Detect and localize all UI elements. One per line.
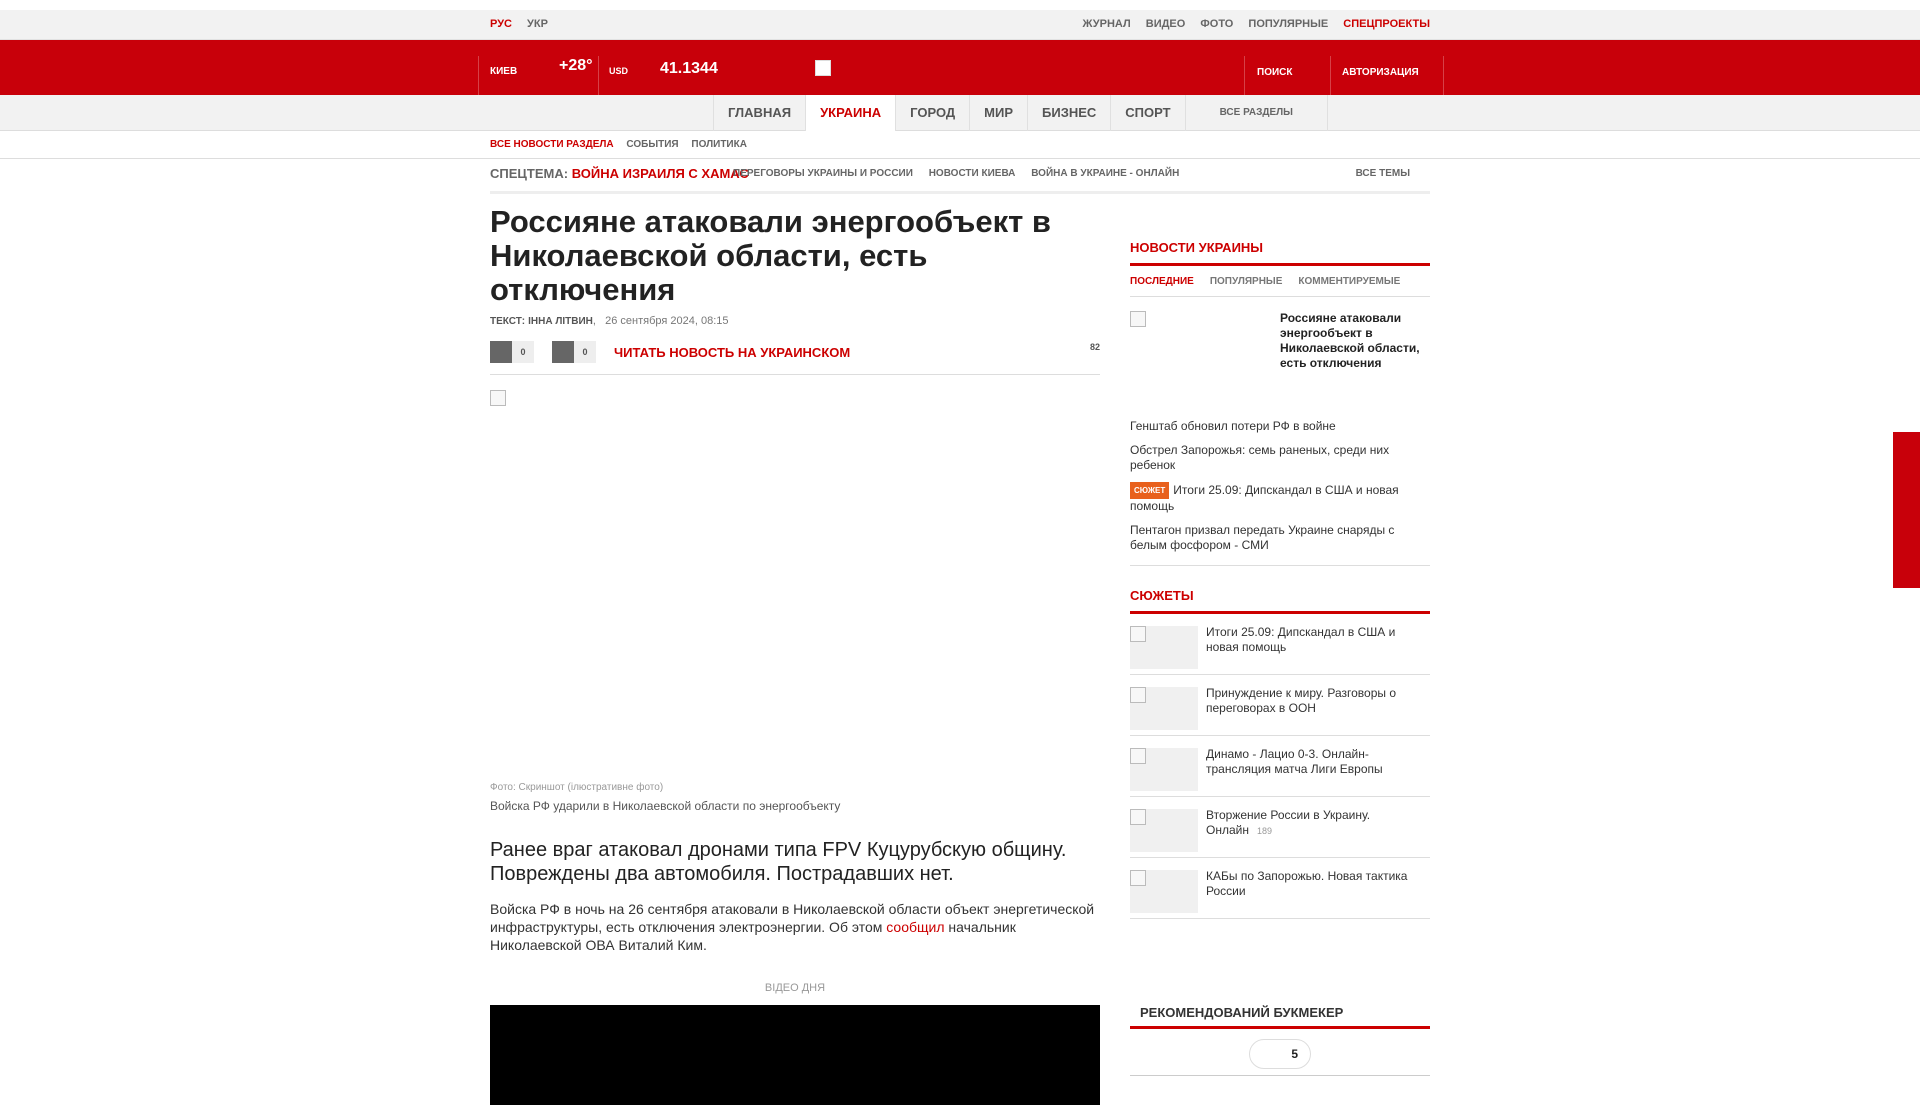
story-item[interactable] [1130, 858, 1430, 919]
source-link[interactable]: сообщил [886, 919, 945, 935]
nav-all-sections[interactable]: ВСЕ РАЗДЕЛЫ [1185, 95, 1328, 131]
image-placeholder-icon [1130, 311, 1146, 327]
sidebar-news-title[interactable]: НОВОСТИ УКРАИНЫ [1130, 240, 1430, 266]
special-topics [490, 160, 1430, 194]
site-logo[interactable] [815, 60, 831, 76]
story-item[interactable] [1130, 675, 1430, 736]
image-placeholder-icon [1130, 687, 1146, 703]
divider [1244, 56, 1245, 95]
subnav-all-news[interactable]: ВСЕ НОВОСТИ РАЗДЕЛА [490, 139, 614, 150]
top-links [1071, 18, 1430, 30]
video-of-day-label: ВІДЕО ДНЯ [764, 982, 826, 994]
special-topic-label: СПЕЦТЕМА: [490, 166, 569, 181]
story-thumbnail[interactable] [1130, 687, 1198, 730]
news-tabs [1130, 276, 1430, 297]
share-icon[interactable] [552, 341, 574, 363]
subnav-events[interactable]: СОБЫТИЯ [626, 139, 679, 150]
article-date: 26 сентября 2024, 08:15 [605, 315, 729, 327]
story-title[interactable] [1206, 808, 1428, 839]
link-journal[interactable]: ЖУРНАЛ [1082, 18, 1131, 30]
story-tag: СЮЖЕТ [1130, 482, 1169, 499]
story-title-text[interactable]: КАБы по Запорожью. Новая тактика России [1206, 869, 1408, 898]
nav-city[interactable]: ГОРОД [895, 95, 969, 131]
story-title-text[interactable]: Итоги 25.09: Дипскандал в США и новая помощь [1206, 625, 1396, 654]
featured-news[interactable] [1130, 311, 1430, 411]
story-title-text[interactable]: Динамо - Лацио 0-3. Онлайн-трансляция матча Лиги Европы [1206, 747, 1383, 776]
author-label: ТЕКСТ: [490, 316, 526, 327]
story-thumbnail[interactable] [1130, 809, 1198, 852]
link-photo[interactable]: ФОТО [1200, 18, 1234, 30]
divider [1130, 565, 1430, 566]
login-button[interactable]: АВТОРИЗАЦИЯ [1342, 67, 1419, 78]
special-topic-link[interactable]: ВОЙНА ИЗРАИЛЯ С ХАМАС [571, 166, 749, 181]
article-meta: ТЕКСТ: ІННА ЛІТВИН, 26 сентября 2024, 08:15 [490, 315, 729, 327]
photo-credit: Фото: Скриншот (ілюстративне фото) [490, 782, 664, 793]
news-item[interactable] [1130, 419, 1430, 434]
article-actions [490, 341, 1100, 375]
search-button[interactable]: ПОИСК [1257, 67, 1293, 78]
nav-world[interactable]: МИР [969, 95, 1027, 131]
news-item[interactable] [1130, 523, 1430, 553]
link-specprojects[interactable]: СПЕЦПРОЕКТЫ [1343, 18, 1430, 30]
image-placeholder-icon [490, 390, 506, 406]
video-player[interactable] [490, 1005, 1100, 1105]
subnav-politics[interactable]: ПОЛИТИКА [691, 139, 747, 150]
special-topic [490, 166, 749, 181]
share-icon[interactable] [490, 341, 512, 363]
nav-ukraine[interactable]: УКРАИНА [805, 95, 895, 131]
body-text: Войска РФ в ночь на 26 сентября атаковали в Николаевской области объект энергетической инфраструктуры, есть отключения электроэнергии. Об этом [490, 901, 1095, 935]
side-feedback-tab[interactable] [1893, 432, 1920, 588]
divider [1130, 1075, 1430, 1076]
image-placeholder-icon [1130, 870, 1146, 886]
story-thumbnail[interactable] [1130, 748, 1198, 791]
tab-popular[interactable]: ПОПУЛЯРНЫЕ [1209, 276, 1283, 287]
image-placeholder-icon [1130, 748, 1146, 764]
news-item[interactable] [1130, 482, 1430, 514]
nav-sport[interactable]: СПОРТ [1110, 95, 1184, 131]
lang-ua[interactable]: УКР [527, 18, 548, 30]
featured-news-title[interactable]: Россияне атаковали энергообъект в Николаевской области, есть отключения [1280, 311, 1420, 370]
sub-nav [0, 131, 1920, 159]
share-count: 0 [512, 341, 534, 363]
author-name[interactable]: ІННА ЛІТВИН [528, 316, 593, 327]
stories-title[interactable]: СЮЖЕТЫ [1130, 588, 1430, 614]
main-nav [0, 95, 1920, 131]
header [0, 40, 1920, 95]
read-ukrainian-link[interactable]: ЧИТАТЬ НОВОСТЬ НА УКРАИНСКОМ [614, 345, 851, 360]
views-count: 82 [1089, 342, 1100, 352]
article-lead: Ранее враг атаковал дронами типа FPV Куцурубскую общину. Повреждены два автомобиля. Пострадавших нет. [490, 839, 1067, 885]
divider [1443, 56, 1444, 95]
news-list [1130, 419, 1430, 553]
divider [598, 56, 599, 95]
link-video[interactable]: ВИДЕО [1145, 18, 1186, 30]
story-thumbnail[interactable] [1130, 626, 1198, 669]
divider [1330, 56, 1331, 95]
article-photo [490, 390, 1100, 776]
comments-count: 189 [1256, 826, 1272, 836]
news-item[interactable] [1130, 443, 1430, 473]
story-item[interactable] [1130, 736, 1430, 797]
currency-value: 41.1344 [660, 59, 718, 77]
bookmaker-rating[interactable]: 5 [1249, 1039, 1311, 1069]
story-title[interactable] [1206, 625, 1428, 655]
nav-business[interactable]: БИЗНЕС [1027, 95, 1110, 131]
tab-commented[interactable]: КОММЕНТИРУЕМЫЕ [1298, 276, 1401, 287]
city-label: КИЕВ [490, 66, 518, 77]
article-body [490, 900, 1100, 954]
bookmaker-widget [1130, 1005, 1430, 1076]
story-item[interactable] [1130, 614, 1430, 675]
topic-link[interactable]: ПЕРЕГОВОРЫ УКРАИНЫ И РОССИИ [733, 168, 913, 179]
top-bar [0, 10, 1920, 40]
article-title: Россияне атаковали энергообъект в Николаевской области, есть отключения [490, 204, 1051, 307]
temperature: +28° [559, 56, 593, 74]
news-title[interactable]: Итоги 25.09: Дипскандал в США и новая помощь [1130, 483, 1399, 513]
story-item[interactable] [1130, 797, 1430, 858]
link-popular[interactable]: ПОПУЛЯРНЫЕ [1248, 18, 1329, 30]
lang-ru[interactable]: РУС [490, 18, 512, 30]
tab-latest[interactable]: ПОСЛЕДНИЕ [1130, 276, 1194, 287]
story-title[interactable] [1206, 869, 1428, 899]
story-title[interactable] [1206, 747, 1428, 777]
article [490, 205, 1100, 1105]
news-title[interactable]: Генштаб обновил потери РФ в войне [1130, 419, 1336, 433]
topic-link[interactable]: ВОЙНА В УКРАИНЕ - ОНЛАЙН [1031, 168, 1180, 179]
nav-home[interactable]: ГЛАВНАЯ [713, 95, 805, 131]
image-placeholder-icon [1130, 809, 1146, 825]
story-thumbnail[interactable] [1130, 870, 1198, 913]
divider [478, 56, 479, 95]
story-title-text[interactable]: Принуждение к миру. Разговоры о переговорах в ООН [1206, 686, 1397, 715]
story-title-text[interactable]: Вторжение России в Украину. Онлайн [1206, 808, 1371, 837]
image-placeholder-icon [1130, 626, 1146, 642]
share-count: 0 [574, 341, 596, 363]
body-text: начальник Николаевской ОВА Виталий Ким. [490, 919, 1016, 953]
bookmaker-title: РЕКОМЕНДОВАНИЙ БУКМЕКЕР [1130, 1005, 1430, 1029]
sidebar [1130, 240, 1430, 919]
all-topics-link[interactable]: ВСЕ ТЕМЫ [1355, 168, 1410, 179]
topic-link[interactable]: НОВОСТИ КИЕВА [928, 168, 1016, 179]
story-title[interactable] [1206, 686, 1428, 716]
news-title[interactable]: Обстрел Запорожья: семь раненых, среди них ребенок [1130, 443, 1390, 472]
currency-label: USD [609, 65, 629, 76]
language-switcher [490, 18, 560, 30]
news-title[interactable]: Пентагон призвал передать Украине снаряды с белым фосфором - СМИ [1130, 523, 1395, 552]
photo-caption: Войска РФ ударили в Николаевской области по энергообъекту [490, 799, 841, 813]
